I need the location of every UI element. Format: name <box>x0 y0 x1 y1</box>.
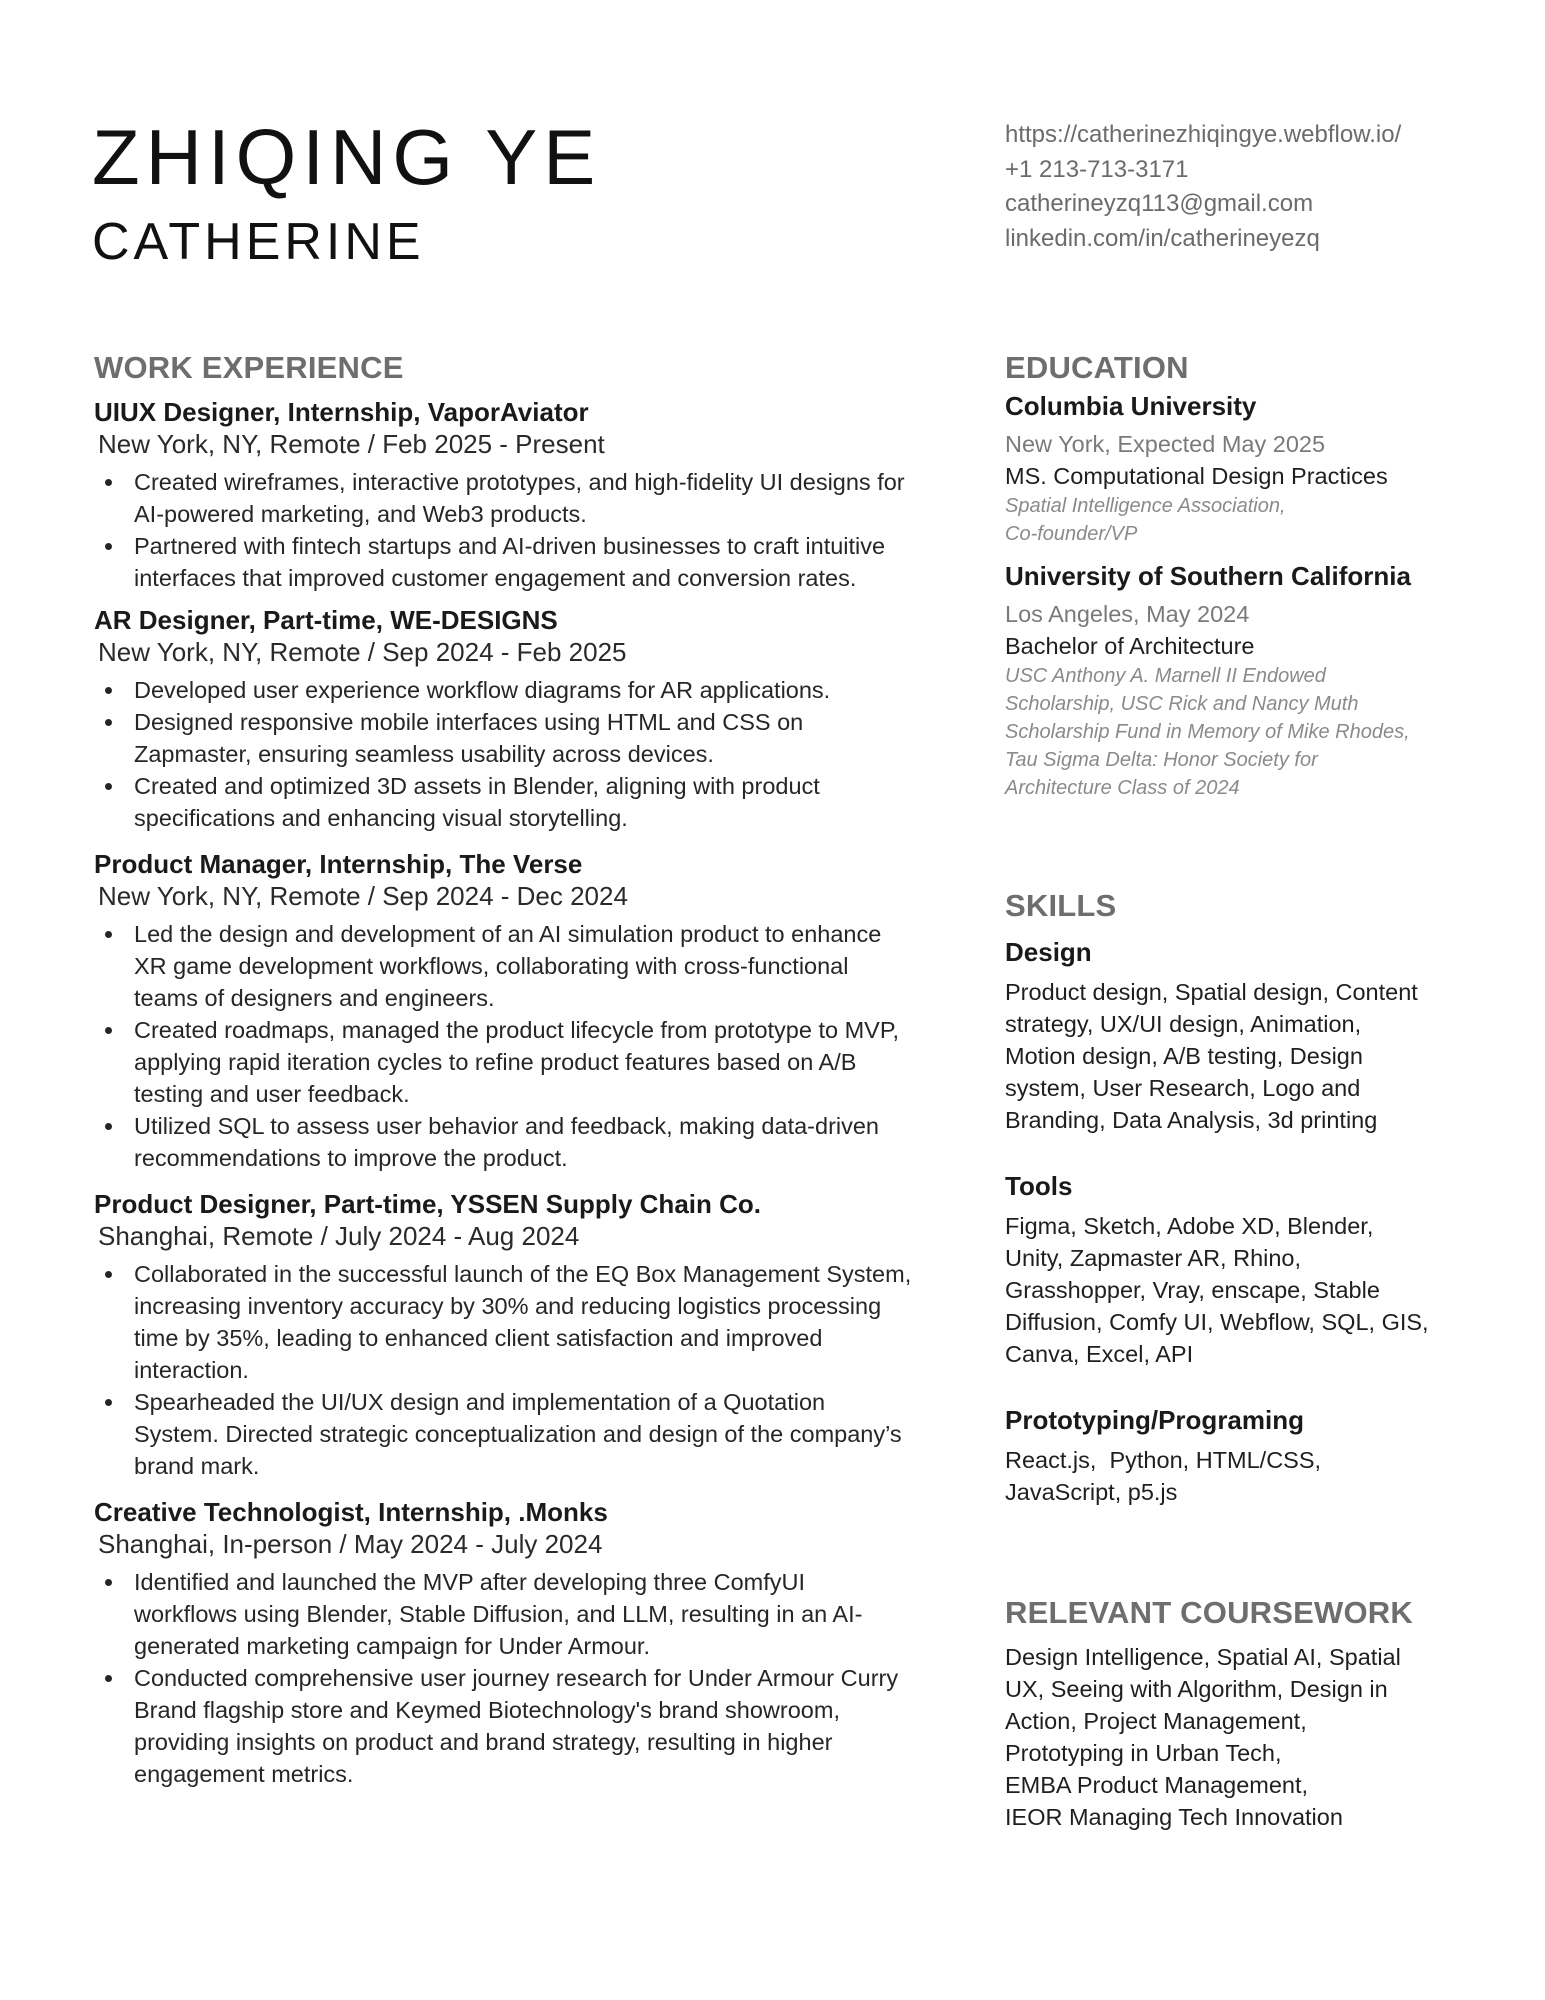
skill-line: strategy, UX/UI design, Animation, <box>1005 1011 1362 1037</box>
job-bullet: Spearheaded the UI/UX design and implementation of a Quotation System. Directed strategic conceptualization and design of the company’s brand mark. <box>134 1386 914 1482</box>
job-bullets <box>94 674 914 834</box>
job-bullet: Created and optimized 3D assets in Blender, aligning with product specifications and enhancing visual storytelling. <box>134 770 914 834</box>
skill-line: JavaScript, p5.js <box>1005 1479 1178 1505</box>
school-note-line: Spatial Intelligence Association, <box>1005 495 1286 517</box>
phone-number: +1 213-713-3171 <box>1005 155 1189 183</box>
skill-group-text <box>1005 1210 1475 1370</box>
school-note-line: Architecture Class of 2024 <box>1005 777 1240 799</box>
job-bullet: Created wireframes, interactive prototypes, and high-fidelity UI designs for AI-powered marketing, and Web3 products. <box>134 466 914 530</box>
job-meta: New York, NY, Remote / Sep 2024 - Dec 2024 <box>98 881 628 911</box>
skill-line: React.js, Python, HTML/CSS, <box>1005 1447 1322 1473</box>
coursework-line: IEOR Managing Tech Innovation <box>1005 1804 1343 1830</box>
skill-group-title: Prototyping/Programing <box>1005 1405 1304 1435</box>
job-entry <box>94 1188 914 1482</box>
skill-line: Diffusion, Comfy UI, Webflow, SQL, GIS, <box>1005 1309 1429 1335</box>
name-block <box>92 113 602 271</box>
job-bullet: Designed responsive mobile interfaces using HTML and CSS on Zapmaster, ensuring seamless usability across devices. <box>134 706 914 770</box>
job-meta: Shanghai, Remote / July 2024 - Aug 2024 <box>98 1221 580 1251</box>
email-link[interactable]: catherineyzq113@gmail.com <box>1005 190 1314 217</box>
name-second-line: CATHERINE <box>92 213 425 271</box>
job-bullets <box>94 466 914 594</box>
right-column <box>1005 350 1475 1830</box>
work-experience-section <box>94 350 914 1790</box>
school-note-line: USC Anthony A. Marnell II Endowed <box>1005 665 1326 687</box>
coursework-line: Design Intelligence, Spatial AI, Spatial <box>1005 1644 1401 1670</box>
job-bullet: Conducted comprehensive user journey research for Under Armour Curry Brand flagship store and Keymed Biotechnology's brand showroom, providing insights on product and brand strategy, resulting in higher engagement metrics. <box>134 1662 914 1790</box>
coursework-line: EMBA Product Management, <box>1005 1772 1309 1798</box>
coursework-heading: RELEVANT COURSEWORK <box>1005 1595 1413 1630</box>
skill-line: system, User Research, Logo and <box>1005 1075 1361 1101</box>
job-bullets <box>94 1566 914 1790</box>
skill-line: Figma, Sketch, Adobe XD, Blender, <box>1005 1213 1374 1239</box>
job-bullet: Developed user experience workflow diagrams for AR applications. <box>134 674 914 706</box>
skills-section <box>1005 888 1475 1508</box>
linkedin-link[interactable]: linkedin.com/in/catherineyezq <box>1005 224 1320 252</box>
coursework-line: UX, Seeing with Algorithm, Design in <box>1005 1676 1388 1702</box>
school-note <box>1005 492 1475 548</box>
job-bullet: Collaborated in the successful launch of the EQ Box Management System, increasing inventory accuracy by 30% and reducing logistics processing time by 35%, leading to enhanced client satisfaction and improved interaction. <box>134 1258 914 1386</box>
school-location: Los Angeles, May 2024 <box>1005 601 1250 627</box>
skill-line: Product design, Spatial design, Content <box>1005 979 1418 1005</box>
name-first-line: ZHIQING YE <box>92 113 602 201</box>
skill-group-title: Design <box>1005 937 1092 967</box>
skill-group-title: Tools <box>1005 1171 1073 1201</box>
skills-heading: SKILLS <box>1005 888 1117 923</box>
skill-line: Unity, Zapmaster AR, Rhino, <box>1005 1245 1302 1271</box>
skill-group-text <box>1005 976 1475 1136</box>
skill-line: Grasshopper, Vray, enscape, Stable <box>1005 1277 1380 1303</box>
coursework-line: Prototyping in Urban Tech, <box>1005 1740 1282 1766</box>
school-name: Columbia University <box>1005 391 1257 421</box>
skill-line: Motion design, A/B testing, Design <box>1005 1043 1363 1069</box>
job-meta: New York, NY, Remote / Sep 2024 - Feb 2025 <box>98 637 627 667</box>
job-entry <box>94 1496 914 1790</box>
school-location: New York, Expected May 2025 <box>1005 431 1326 457</box>
job-title: Product Manager, Internship, The Verse <box>94 849 583 879</box>
education-heading: EDUCATION <box>1005 350 1189 385</box>
website-link[interactable]: https://catherinezhiqingye.webflow.io/ <box>1005 121 1402 148</box>
education-section <box>1005 350 1475 802</box>
job-bullet: Utilized SQL to assess user behavior and feedback, making data-driven recommendations to improve the product. <box>134 1110 914 1174</box>
job-bullets <box>94 918 914 1174</box>
school-degree: Bachelor of Architecture <box>1005 633 1255 659</box>
job-bullet: Partnered with fintech startups and AI-driven businesses to craft intuitive interfaces that improved customer engagement and conversion rates. <box>134 530 914 594</box>
school-note-line: Tau Sigma Delta: Honor Society for <box>1005 749 1318 771</box>
school-note-line: Scholarship, USC Rick and Nancy Muth <box>1005 693 1359 715</box>
job-entry <box>94 848 914 1174</box>
job-meta: New York, NY, Remote / Feb 2025 - Present <box>98 429 605 459</box>
coursework-section <box>1005 1595 1475 1833</box>
coursework-text <box>1005 1641 1475 1833</box>
school-name: University of Southern California <box>1005 561 1411 591</box>
school-note-line: Co-founder/VP <box>1005 523 1138 545</box>
job-bullet: Led the design and development of an AI simulation product to enhance XR game development workflows, collaborating with cross-functional teams of designers and engineers. <box>134 918 914 1014</box>
job-meta: Shanghai, In-person / May 2024 - July 2024 <box>98 1529 603 1559</box>
skill-line: Canva, Excel, API <box>1005 1341 1194 1367</box>
coursework-line: Action, Project Management, <box>1005 1708 1307 1734</box>
job-title: AR Designer, Part-time, WE-DESIGNS <box>94 605 558 635</box>
job-entry <box>94 396 914 594</box>
school-degree: MS. Computational Design Practices <box>1005 463 1388 489</box>
school-note <box>1005 662 1475 802</box>
school-note-line: Scholarship Fund in Memory of Mike Rhodes, <box>1005 721 1410 743</box>
job-bullet: Identified and launched the MVP after developing three ComfyUI workflows using Blender, Stable Diffusion, and LLM, resulting in an AI-generated marketing campaign for Under Armour. <box>134 1566 914 1662</box>
job-title: UIUX Designer, Internship, VaporAviator <box>94 397 589 427</box>
work-experience-heading: WORK EXPERIENCE <box>94 350 404 385</box>
job-bullets <box>94 1258 914 1482</box>
job-title: Product Designer, Part-time, YSSEN Supply Chain Co. <box>94 1189 761 1219</box>
contact-block <box>1005 118 1401 256</box>
job-bullet: Created roadmaps, managed the product lifecycle from prototype to MVP, applying rapid iteration cycles to refine product features based on A/B testing and user feedback. <box>134 1014 914 1110</box>
skill-group-text <box>1005 1444 1475 1508</box>
job-entry <box>94 604 914 834</box>
skill-line: Branding, Data Analysis, 3d printing <box>1005 1107 1378 1133</box>
job-title: Creative Technologist, Internship, .Monks <box>94 1497 608 1527</box>
